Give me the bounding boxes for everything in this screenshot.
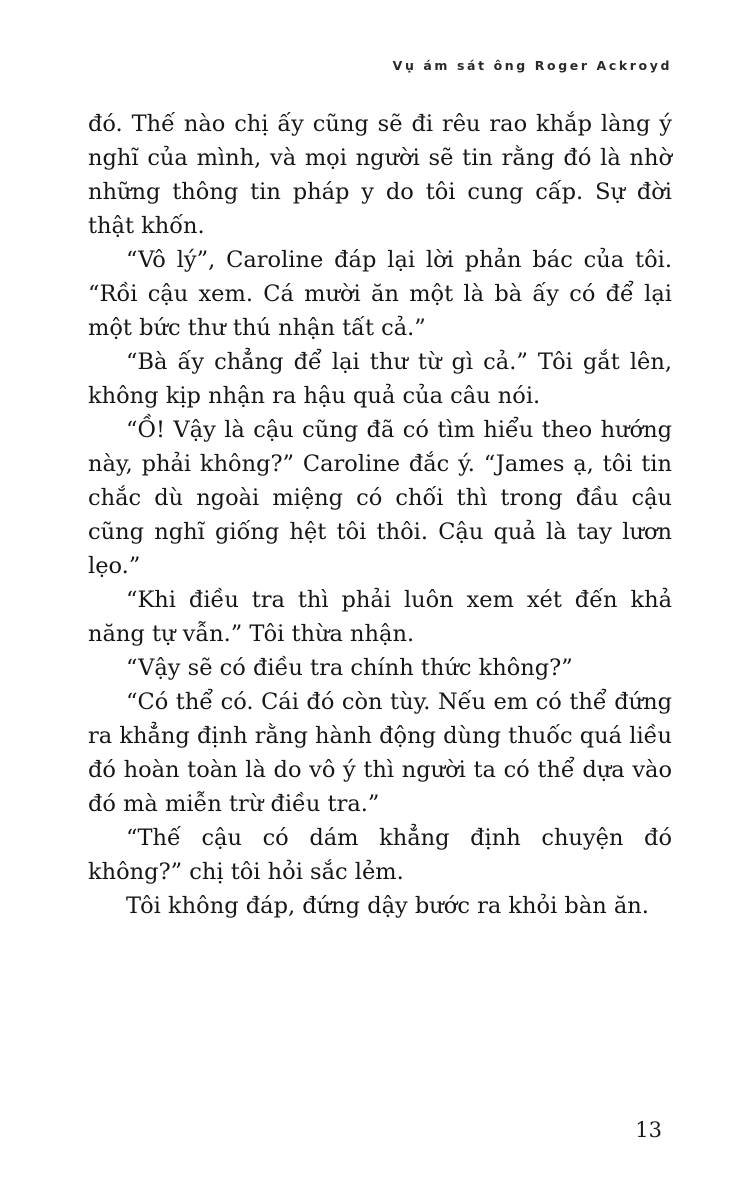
paragraph: “Có thể có. Cái đó còn tùy. Nếu em có thể đứng ra khẳng định rằng hành động dùng thuốc quá liều đó hoàn toàn là do vô ý thì người ta có thể dựa vào đó mà miễn trừ điều tra.” bbox=[88, 689, 672, 817]
paragraph: “Ồ! Vậy là cậu cũng đã có tìm hiểu theo hướng này, phải không?” Caroline đắc ý. “James ạ, tôi tin chắc dù ngoài miệng có chối thì trong đầu cậu cũng nghĩ giống hệt tôi thôi. Cậu quả là tay lươn lẹo.” bbox=[88, 417, 672, 579]
paragraph: “Vậy sẽ có điều tra chính thức không?” bbox=[126, 655, 573, 681]
running-header: Vụ ám sát ông Roger Ackroyd bbox=[392, 58, 672, 73]
paragraph: “Khi điều tra thì phải luôn xem xét đến khả năng tự vẫn.” Tôi thừa nhận. bbox=[88, 587, 672, 647]
paragraph: “Thế cậu có dám khẳng định chuyện đó không?” chị tôi hỏi sắc lẻm. bbox=[88, 825, 672, 885]
paragraph: đó. Thế nào chị ấy cũng sẽ đi rêu rao khắp làng ý nghĩ của mình, và mọi người sẽ tin rằng đó là nhờ những thông tin pháp y do tôi cung cấp. Sự đời thật khốn. bbox=[88, 111, 672, 239]
body-text bbox=[88, 107, 672, 923]
paragraph: “Bà ấy chẳng để lại thư từ gì cả.” Tôi gắt lên, không kịp nhận ra hậu quả của câu nói. bbox=[88, 349, 672, 409]
page-number: 13 bbox=[635, 1118, 662, 1142]
paragraph: “Vô lý”, Caroline đáp lại lời phản bác của tôi. “Rồi cậu xem. Cá mười ăn một là bà ấy có để lại một bức thư thú nhận tất cả.” bbox=[88, 247, 672, 341]
paragraph: Tôi không đáp, đứng dậy bước ra khỏi bàn ăn. bbox=[126, 893, 649, 919]
